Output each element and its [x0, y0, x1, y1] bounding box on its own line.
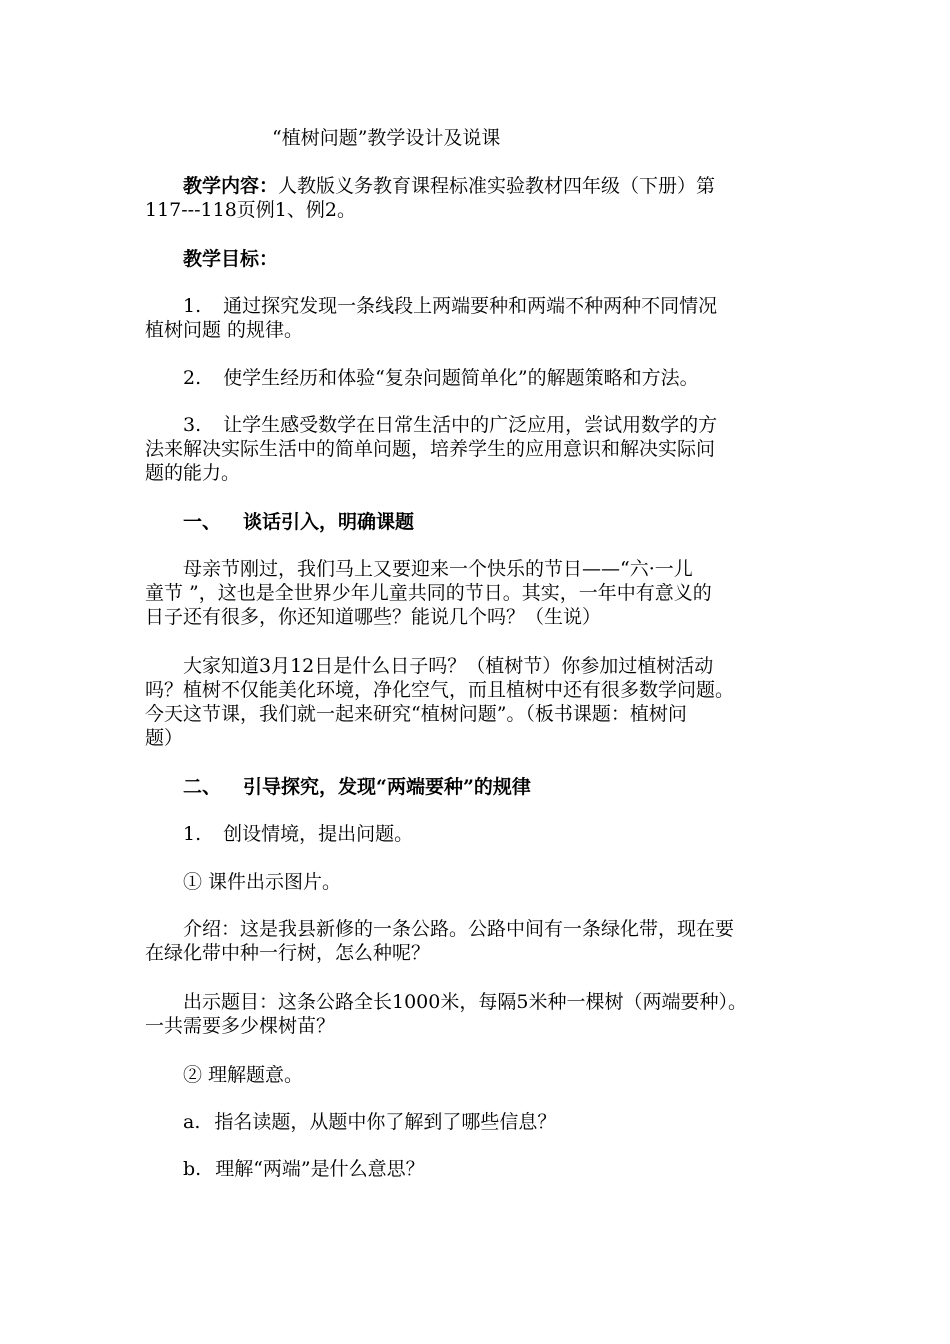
teaching-content-label: 教学内容：	[183, 175, 279, 197]
section-1-heading	[145, 510, 809, 534]
question-b	[145, 1157, 809, 1181]
document-title: “植树问题”教学设计及说课	[272, 127, 501, 149]
problem-line1: 出示题目：这条公路全长1000米，每隔5米种一棵树（两端要种）。	[183, 991, 747, 1013]
step-1	[145, 822, 809, 846]
intro-paragraph-2	[145, 654, 809, 750]
goal-1-paragraph	[145, 294, 809, 342]
teaching-content-paragraph	[145, 174, 809, 222]
question-b-text: 理解“两端”是什么意思？	[215, 1158, 425, 1180]
goal-2-paragraph	[145, 366, 809, 390]
introduction-line2: 在绿化带中种一行树，怎么种呢？	[145, 942, 431, 964]
goal-1-line2: 植树问题 的规律。	[145, 319, 304, 341]
goal-1-number: 1.	[183, 295, 202, 317]
goal-2-number: 2.	[183, 367, 202, 389]
teaching-content-text-line2: 117---118页例1、例2。	[145, 199, 356, 221]
goal-1-line1: 通过探究发现一条线段上两端要种和两端不种两种不同情况	[223, 295, 718, 317]
goal-3-number: 3.	[183, 414, 202, 436]
problem-paragraph	[145, 990, 809, 1038]
problem-line2: 一共需要多少棵树苗？	[145, 1015, 336, 1037]
introduction-paragraph	[145, 917, 809, 965]
step-1-number: 1.	[183, 823, 202, 845]
intro-paragraph-1-line1: 母亲节刚过，我们马上又要迎来一个快乐的节日——“六·一儿	[183, 558, 693, 580]
step-1-text: 创设情境，提出问题。	[223, 823, 414, 845]
introduction-line1: 介绍：这是我县新修的一条公路。公路中间有一条绿化带，现在要	[183, 918, 735, 940]
intro-paragraph-1-line2: 童节 ”，这也是全世界少年儿童共同的节日。其实，一年中有意义的	[145, 582, 712, 604]
goal-3-line1: 让学生感受数学在日常生活中的广泛应用，尝试用数学的方	[223, 414, 718, 436]
teaching-content-text-line1: 人教版义务教育课程标准实验教材四年级（下册）第	[278, 175, 716, 197]
intro-paragraph-1	[145, 557, 809, 629]
sub-step-2: ② 理解题意。	[183, 1064, 304, 1086]
teaching-goals-heading: 教学目标：	[183, 248, 279, 270]
goal-3-line2: 法来解决实际生活中的简单问题，培养学生的应用意识和解决实际问	[145, 438, 716, 460]
intro-paragraph-2-line2: 吗？植树不仅能美化环境，净化空气，而且植树中还有很多数学问题。	[145, 679, 735, 701]
question-a	[145, 1110, 809, 1134]
section-1-number: 一、	[183, 511, 222, 533]
section-1-title: 谈话引入，明确课题	[243, 511, 415, 533]
section-2-title: 引导探究，发现“两端要种”的规律	[243, 776, 531, 798]
goal-3-paragraph	[145, 413, 809, 485]
goal-2-text: 使学生经历和体验“复杂问题简单化”的解题策略和方法。	[223, 367, 699, 389]
question-b-label: b.	[183, 1158, 202, 1180]
intro-paragraph-2-line3: 今天这节课，我们就一起来研究“植树问题”。（板书课题：植树问	[145, 703, 687, 725]
intro-paragraph-2-line1: 大家知道3月12日是什么日子吗？（植树节）你参加过植树活动	[183, 655, 714, 677]
intro-paragraph-2-line4: 题）	[145, 727, 184, 749]
intro-paragraph-1-line3: 日子还有很多，你还知道哪些？能说几个吗？（生说）	[145, 606, 602, 628]
question-a-text: 指名读题，从题中你了解到了哪些信息？	[214, 1111, 557, 1133]
section-2-number: 二、	[183, 776, 222, 798]
goal-3-line3: 题的能力。	[145, 462, 241, 484]
sub-step-1: ① 课件出示图片。	[183, 871, 342, 893]
question-a-label: a.	[183, 1111, 201, 1133]
section-2-heading	[145, 775, 809, 799]
